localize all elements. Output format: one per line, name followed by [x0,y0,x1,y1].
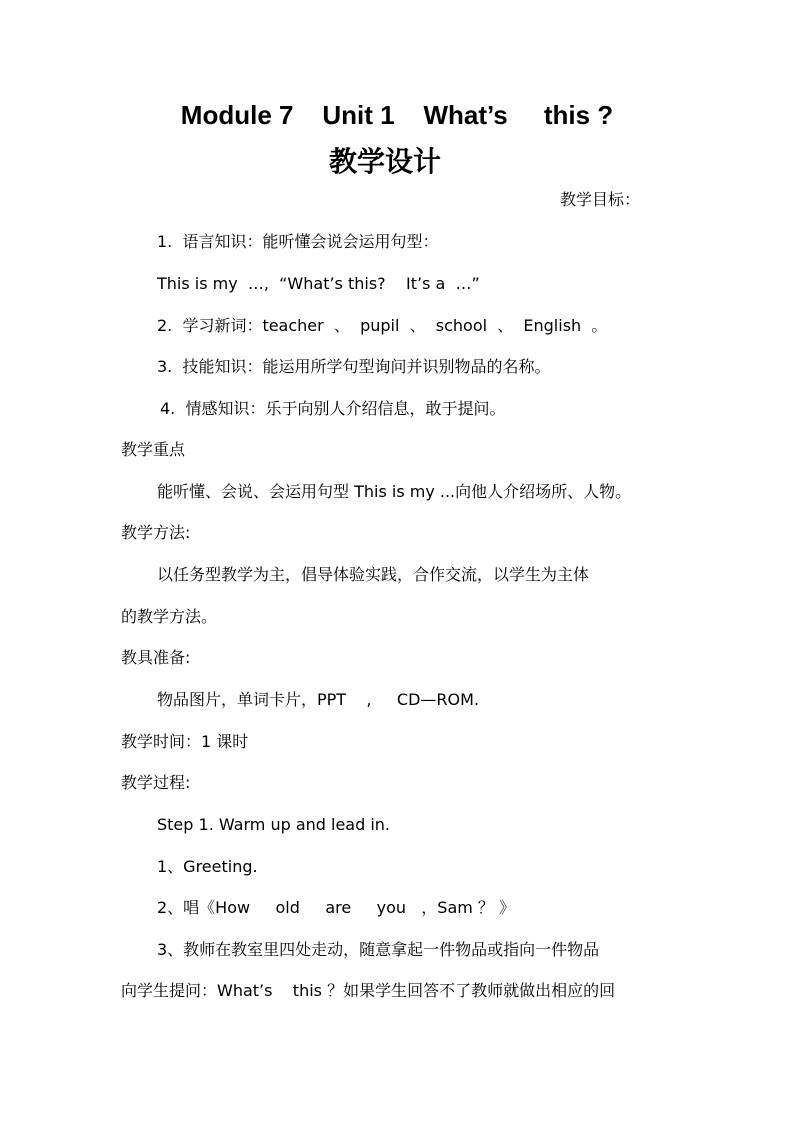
process-item-greeting: 1、Greeting. [157,857,258,876]
section-heading-process: 教学过程: [121,773,191,792]
section-heading-materials: 教具准备: [121,648,191,667]
document-title-chinese: 教学设计 [328,145,441,178]
key-points-text: 能听懂、会说、会运用句型 This is my ...向他人介绍场所、人物。 [157,482,632,501]
teaching-time: 教学时间：1 课时 [121,732,249,751]
process-step-1: Step 1. Warm up and lead in. [157,815,391,834]
materials-text: 物品图片，单词卡片，PPT , CD—ROM. [157,690,480,709]
objective-emotion: 4. 情感知识：乐于向别人介绍信息，敢于提问。 [160,399,506,418]
process-item-song: 2、唱《How old are you ，Sam ？ 》 [157,898,516,917]
document-title-english: Module 7 Unit 1 What’s this ? [180,100,614,130]
process-item-activity-line-1: 3、教师在教室里四处走动，随意拿起一件物品或指向一件物品 [157,940,600,959]
objective-language-knowledge: 1. 语言知识：能听懂会说会运用句型： [157,232,439,251]
process-item-activity-line-2: 向学生提问：What’s this ？如果学生回答不了教师就做出相应的回 [121,981,616,1000]
methods-text-line-2: 的教学方法。 [121,607,218,626]
methods-text-line-1: 以任务型教学为主，倡导体验实践，合作交流，以学生为主体 [157,565,590,584]
objective-skills: 3. 技能知识：能运用所学句型询问并识别物品的名称。 [157,357,551,376]
objective-new-words: 2. 学习新词：teacher 、 pupil 、 school 、 English 。 [157,316,608,335]
section-heading-key-points: 教学重点 [121,440,186,459]
objectives-label: 教学目标： [560,190,641,209]
objective-sentence-patterns: This is my …, “What’s this? It’s a …” [157,274,480,293]
section-heading-methods: 教学方法: [121,523,191,542]
